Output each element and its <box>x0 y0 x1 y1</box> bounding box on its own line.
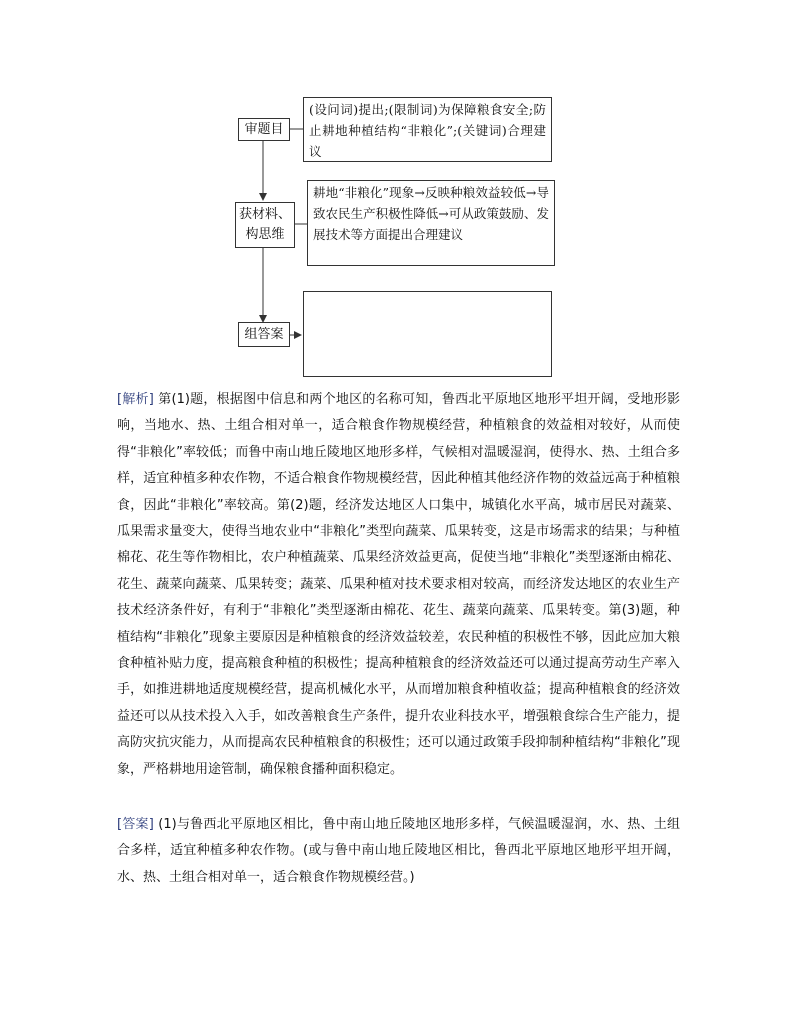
step-label-compose-answer: 组答案 <box>238 322 290 347</box>
step-label-gather-material: 获材料、构思维 <box>235 202 295 248</box>
answer-paragraph <box>117 812 680 891</box>
step-label-review-question: 审题目 <box>238 118 290 141</box>
analysis-paragraph <box>117 387 680 783</box>
answer-tag: [答案] <box>117 817 154 832</box>
step-content-gather-material: 耕地“非粮化”现象→反映种粮效益较低→导致农民生产积极性降低→可从政策鼓励、发展技术等方面提出合理建议 <box>307 180 555 266</box>
analysis-tag: [解析] <box>117 392 154 407</box>
answer-text: (1)与鲁西北平原地区相比，鲁中南山地丘陵地区地形多样，气候温暖湿润，水、热、土组合多样，适宜种植多种农作物。(或与鲁中南山地丘陵地区相比，鲁西北平原地区地形平坦开阔，水、热、土组合相对单一，适合粮食作物规模经营。) <box>117 817 680 885</box>
step-content-review-question: (设问词)提出;(限制词)为保障粮食安全;防止耕地种植结构“非粮化”;(关键词)合理建议 <box>303 97 552 162</box>
analysis-text: 第(1)题，根据图中信息和两个地区的名称可知，鲁西北平原地区地形平坦开阔，受地形影响，当地水、热、土组合相对单一，适合粮食作物规模经营，种植粮食的效益相对较好，从而使得“非粮化”率较低；而鲁中南山地丘陵地区地形多样，气候相对温暖湿润，使得水、热、土组合多样，适宜种植多种农作物，不适合粮食作物规模经营，因此种植其他经济作物的效益远高于种植粮食，因此“非粮化”率较高。第(2)题，经济发达地区人口集中，城镇化水平高，城市居民对蔬菜、瓜果需求量变大，使得当地农业中“非粮化”类型向蔬菜、瓜果转变，这是市场需求的结果；与种植棉花、花生等作物相比，农户种植蔬菜、瓜果经济效益更高，促使当地“非粮化”类型逐渐由棉花、花生、蔬菜向蔬菜、瓜果转变；蔬菜、瓜果种植对技术要求相对较高，而经济发达地区的农业生产技术经济条件好，有利于“非粮化”类型逐渐由棉花、花生、蔬菜向蔬菜、瓜果转变。第(3)题，种植结构“非粮化”现象主要原因是种植粮食的经济效益较差，农民种植的积极性不够，因此应加大粮食种植补贴力度，提高粮食种植的积极性；提高种植粮食的经济效益还可以通过提高劳动生产率入手，如推进耕地适度规模经营，提高机械化水平，从而增加粮食种植收益；提高种植粮食的经济效益还可以从技术投入入手，如改善粮食生产条件，提升农业科技水平，增强粮食综合生产能力，提高防灾抗灾能力，从而提高农民种植粮食的积极性；还可以通过政策手段抑制种植结构“非粮化”现象，严格耕地用途管制，确保粮食播种面积稳定。 <box>117 392 680 777</box>
step-content-compose-answer-empty <box>303 291 552 377</box>
